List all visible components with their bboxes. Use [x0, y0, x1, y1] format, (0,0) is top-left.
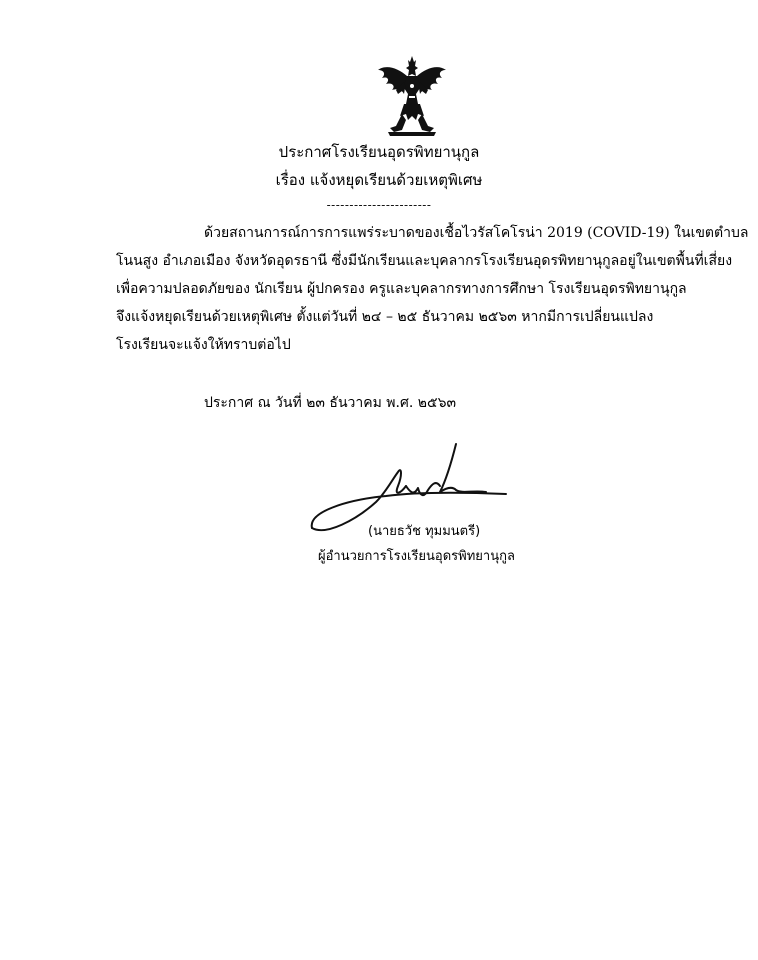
body-line: เพื่อความปลอดภัยของ นักเรียน ผู้ปกครอง ครูและบุคลากรทางการศึกษา โรงเรียนอุดรพิทยานุกูล	[116, 281, 687, 297]
announcement-title: ประกาศโรงเรียนอุดรพิทยานุกูล	[278, 143, 480, 161]
announcement-subject: เรื่อง แจ้งหยุดเรียนด้วยเหตุพิเศษ	[275, 171, 483, 189]
body-line: จึงแจ้งหยุดเรียนด้วยเหตุพิเศษ ตั้งแต่วันที่ ๒๔ – ๒๕ ธันวาคม ๒๕๖๓ หากมีการเปลี่ยนแปลง	[116, 309, 654, 325]
signer-name: (นายธวัช ทุมมนตรี)	[368, 524, 481, 539]
garuda-emblem-icon	[374, 54, 450, 136]
body-line: โนนสูง อำเภอเมือง จังหวัดอุดรธานี ซึ่งมีนักเรียนและบุคลากรโรงเรียนอุดรพิทยานุกูลอยู่ในเขตพื้นที่เสี่ยง	[116, 253, 733, 269]
body-line: โรงเรียนจะแจ้งให้ทราบต่อไป	[116, 337, 291, 353]
announce-date: ประกาศ ณ วันที่ ๒๓ ธันวาคม พ.ศ. ๒๕๖๓	[204, 395, 457, 411]
header-divider: -----------------------	[326, 198, 432, 212]
body-line: ด้วยสถานการณ์การการแพร่ระบาดของเชื้อไวรัสโคโรน่า 2019 (COVID-19) ในเขตตำบล	[204, 225, 749, 241]
signer-position: ผู้อำนวยการโรงเรียนอุดรพิทยานุกูล	[318, 549, 515, 564]
